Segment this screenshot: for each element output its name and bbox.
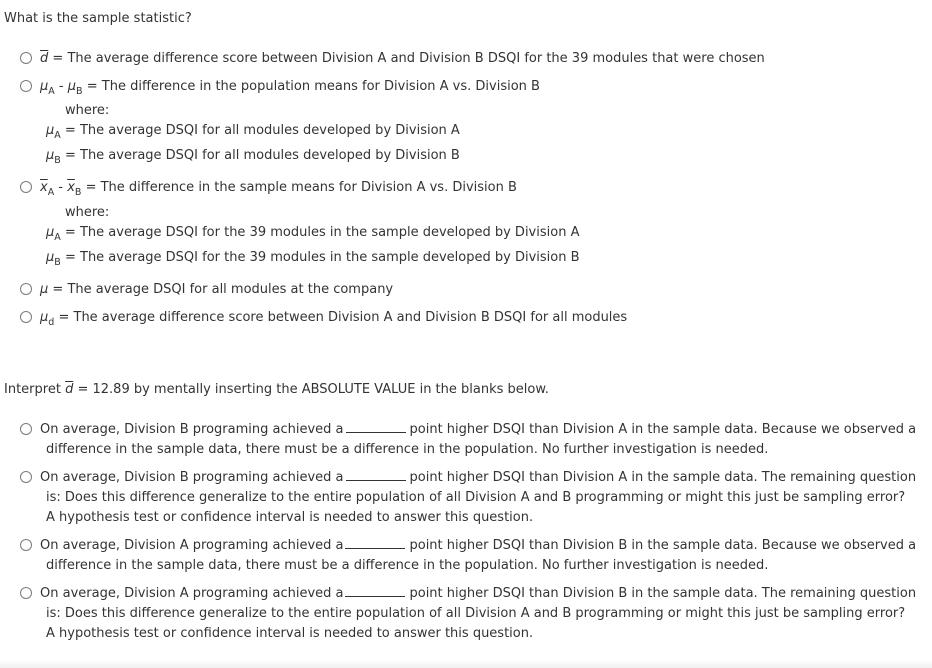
radio-q2-option-2[interactable] <box>20 471 32 483</box>
q2-option-1-line-1[interactable] <box>40 422 916 437</box>
equals: = <box>85 180 97 195</box>
option-text: The average DSQI for all modules at the company <box>67 282 394 297</box>
option-text: The average difference score between Division A and Division B DSQI for all modules <box>73 310 628 325</box>
x-bar-symbol: $\overline{x}$ <box>67 180 75 195</box>
d-bar-symbol: $\overline{d}$ <box>40 51 49 66</box>
question-1-prompt: What is the sample statistic? <box>4 11 192 26</box>
mu-symbol: μ <box>46 123 55 138</box>
q2-option-3-line-2: difference in the sample data, there must be a difference in the population. No further investigation is needed. <box>46 558 769 573</box>
equals: = <box>86 79 98 94</box>
radio-q2-option-1[interactable] <box>20 423 32 435</box>
prompt-text: Interpret <box>4 382 61 397</box>
minus: - <box>58 180 64 195</box>
option-text: On average, Division B programing achieved a <box>40 422 344 437</box>
radio-q1-option-4[interactable] <box>20 283 32 295</box>
definition-text: The average DSQI for the 39 modules in the sample developed by Division B <box>80 250 580 265</box>
fill-blank <box>345 586 405 597</box>
equals: = <box>64 250 76 265</box>
equals: = <box>64 123 76 138</box>
mu-symbol: μ <box>40 79 49 94</box>
mu-symbol: μ <box>46 225 55 240</box>
x-bar-symbol: $\overline{x}$ <box>40 180 48 195</box>
equals: = <box>64 225 76 240</box>
q2-option-3-line-1[interactable] <box>40 538 916 553</box>
subscript: B <box>76 86 83 97</box>
subscript: A <box>47 187 55 198</box>
q2-option-4-line-1[interactable] <box>40 586 916 601</box>
q2-option-2-line-3: A hypothesis test or confidence interval is needed to answer this question. <box>46 510 534 525</box>
mu-symbol: μ <box>46 148 55 163</box>
definition-text: The average DSQI for all modules developed by Division A <box>79 123 460 138</box>
equals: = <box>52 282 64 297</box>
definition-mu-a <box>46 123 460 141</box>
prompt-text: = 12.89 by mentally inserting the ABSOLUTE VALUE in the blanks below. <box>77 382 549 397</box>
d-bar-symbol: $\overline{d}$ <box>65 382 74 397</box>
option-text: point higher DSQI than Division B in the sample data. Because we observed a <box>409 538 917 553</box>
mu-symbol: μ <box>46 250 55 265</box>
subscript: B <box>54 257 61 268</box>
subscript: A <box>48 86 55 97</box>
subscript: A <box>54 232 61 243</box>
subscript: d <box>48 317 55 328</box>
mu-symbol: μ <box>40 282 49 297</box>
radio-q1-option-1[interactable] <box>20 52 32 64</box>
definition-mu-b <box>46 148 460 166</box>
option-text: point higher DSQI than Division B in the sample data. The remaining question <box>409 586 917 601</box>
equals: = <box>64 148 76 163</box>
fill-blank <box>345 538 405 549</box>
option-text: The average difference score between Division A and Division B DSQI for the 39 modules that were chosen <box>67 51 765 66</box>
subscript: A <box>54 130 61 141</box>
q2-option-2-line-2: is: Does this difference generalize to the entire population of all Division A and B programming or might this just be sampling error? <box>46 490 906 505</box>
q1-option-4[interactable] <box>40 282 393 297</box>
q2-option-4-line-3: A hypothesis test or confidence interval is needed to answer this question. <box>46 626 534 641</box>
option-text: The difference in the sample means for Division A vs. Division B <box>100 180 517 195</box>
radio-q1-option-3[interactable] <box>20 181 32 193</box>
subscript: B <box>54 155 61 166</box>
fill-blank <box>346 422 406 433</box>
q2-option-1-line-2: difference in the sample data, there must be a difference in the population. No further investigation is needed. <box>46 442 769 457</box>
q1-option-5[interactable] <box>40 310 628 328</box>
mu-symbol: μ <box>67 79 77 94</box>
radio-q2-option-3[interactable] <box>20 539 32 551</box>
where-label: where: <box>65 205 110 220</box>
question-2-prompt <box>4 382 549 397</box>
bottom-edge-shadow <box>0 660 932 668</box>
option-text: On average, Division A programing achieved a <box>40 538 344 553</box>
definition-text: The average DSQI for the 39 modules in the sample developed by Division A <box>79 225 580 240</box>
definition-sample-b <box>46 250 580 268</box>
definition-text: The average DSQI for all modules developed by Division B <box>80 148 460 163</box>
option-text: On average, Division A programing achieved a <box>40 586 344 601</box>
fill-blank <box>346 470 406 481</box>
definition-sample-a <box>46 225 580 243</box>
option-text: point higher DSQI than Division A in the sample data. The remaining question <box>409 470 917 485</box>
mu-symbol: μ <box>40 310 49 325</box>
q1-option-3[interactable] <box>40 180 517 198</box>
q2-option-4-line-2: is: Does this difference generalize to the entire population of all Division A and B programming or might this just be sampling error? <box>46 606 906 621</box>
option-text: point higher DSQI than Division A in the sample data. Because we observed a <box>409 422 917 437</box>
option-text: The difference in the population means for Division A vs. Division B <box>101 79 540 94</box>
option-text: On average, Division B programing achieved a <box>40 470 344 485</box>
radio-q1-option-2[interactable] <box>20 80 32 92</box>
minus: - <box>58 79 64 94</box>
q1-option-2[interactable] <box>40 79 540 97</box>
radio-q2-option-4[interactable] <box>20 587 32 599</box>
where-label: where: <box>65 103 110 118</box>
q1-option-1[interactable] <box>40 51 765 66</box>
q2-option-2-line-1[interactable] <box>40 470 916 485</box>
equals: = <box>58 310 70 325</box>
radio-q1-option-5[interactable] <box>20 311 32 323</box>
subscript: B <box>74 187 82 198</box>
equals: = <box>52 51 64 66</box>
